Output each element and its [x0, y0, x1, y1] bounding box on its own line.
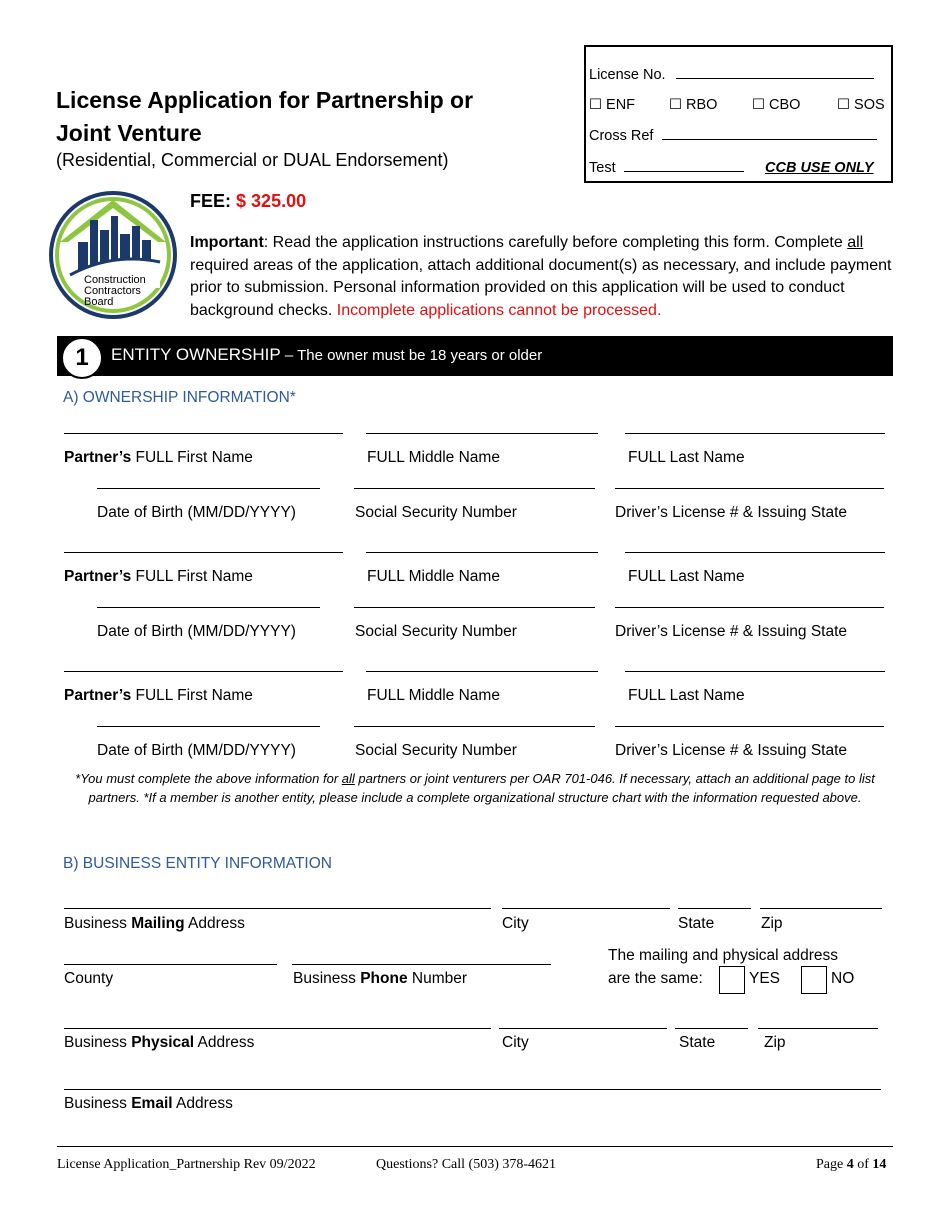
physical-city-field[interactable]	[499, 1028, 667, 1029]
footer-page-number: Page 4 of 14	[816, 1157, 887, 1172]
logo-text-line3: Board	[84, 296, 114, 308]
partner-dl-label: Driver’s License # & Issuing State	[615, 504, 848, 521]
partner-ssn-label: Social Security Number	[355, 742, 517, 759]
partner-middle-name-field[interactable]	[366, 552, 598, 553]
license-no-line	[676, 78, 874, 79]
partner-first-name-label: Partner’s FULL First Name	[64, 568, 253, 585]
partner-dob-label: Date of Birth (MM/DD/YYYY)	[97, 623, 296, 640]
incomplete-warning: Incomplete applications cannot be processed.	[336, 301, 662, 319]
ccb-logo	[48, 190, 178, 320]
ownership-note	[60, 769, 890, 807]
mailing-address-label: Business Mailing Address	[64, 915, 245, 932]
partner-middle-name-label: FULL Middle Name	[367, 687, 500, 704]
test-label: Test	[589, 160, 616, 176]
enf-checkbox[interactable]: ☐ ENF	[589, 97, 636, 113]
partner-ssn-field[interactable]	[354, 726, 595, 727]
license-no-label: License No.	[589, 67, 666, 83]
partner-first-name-field[interactable]	[64, 671, 343, 672]
mailing-city-field[interactable]	[502, 908, 670, 909]
note-all: all	[341, 771, 355, 786]
cross-ref-label: Cross Ref	[589, 128, 654, 144]
partner-middle-name-label: FULL Middle Name	[367, 568, 500, 585]
same-address-yes-checkbox[interactable]	[719, 966, 745, 994]
partner-last-name-label: FULL Last Name	[628, 687, 745, 704]
physical-city-label: City	[502, 1034, 529, 1051]
partner-ssn-field[interactable]	[354, 488, 595, 489]
ccb-use-only-box	[584, 45, 893, 183]
partner-first-name-label: Partner’s FULL First Name	[64, 687, 253, 704]
important-all: all	[847, 234, 864, 251]
partner-last-name-field[interactable]	[625, 433, 885, 434]
section-subtitle: – The owner must be 18 years or older	[280, 347, 543, 364]
same-address-yes-label: YES	[749, 970, 781, 987]
section-1-header	[57, 336, 893, 376]
physical-zip-label: Zip	[764, 1034, 786, 1051]
partner-last-name-field[interactable]	[625, 552, 885, 553]
partner-ssn-label: Social Security Number	[355, 504, 517, 521]
partner-first-name-field[interactable]	[64, 552, 343, 553]
form-title: License Application for Partnership or Joint Venture	[56, 87, 474, 146]
important-text-1: : Read the application instructions carefully before completing this form. Complete	[263, 234, 848, 251]
note-text-1: *You must complete the above information for	[75, 771, 342, 786]
important-notice	[190, 232, 895, 322]
partner-last-name-label: FULL Last Name	[628, 568, 745, 585]
test-row	[589, 160, 886, 176]
partner-ssn-field[interactable]	[354, 607, 595, 608]
important-text-2: required areas of the application, attach additional document(s) as necessary, and include payment prior to submission. Personal information provided on this application will be used to conduct background checks.	[190, 256, 892, 319]
same-address-question: The mailing and physical address	[608, 947, 839, 964]
sos-checkbox[interactable]: ☐ SOS	[837, 97, 885, 113]
business-email-label: Business Email Address	[64, 1095, 233, 1112]
partner-dl-field[interactable]	[615, 726, 884, 727]
entity-ownership-title: ENTITY OWNERSHIP	[111, 345, 281, 364]
fee-amount: $ 325.00	[236, 191, 307, 211]
partner-first-name-label: Partner’s FULL First Name	[64, 449, 253, 466]
note-text-2: partners or joint venturers per OAR 701-046. If necessary, attach an additional page to list partners. *If a member is another entity, please include a complete organizational structure chart with the information requested above.	[88, 771, 875, 805]
partner-dl-field[interactable]	[615, 607, 884, 608]
mailing-state-label: State	[678, 915, 715, 932]
test-line	[624, 171, 744, 172]
license-no-row	[589, 67, 886, 83]
physical-address-label: Business Physical Address	[64, 1034, 255, 1051]
partner-last-name-field[interactable]	[625, 671, 885, 672]
partner-dob-label: Date of Birth (MM/DD/YYYY)	[97, 742, 296, 759]
county-field[interactable]	[64, 964, 277, 965]
fee	[190, 191, 306, 212]
form-subtitle: (Residential, Commercial or DUAL Endorsement)	[56, 150, 449, 170]
section-number: 1	[61, 337, 103, 379]
logo-text-line1: Construction	[84, 274, 146, 286]
business-phone-field[interactable]	[292, 964, 551, 965]
rbo-checkbox[interactable]: ☐ RBO	[669, 97, 718, 113]
fee-label: FEE:	[190, 191, 232, 211]
section-title	[111, 345, 542, 365]
physical-address-field[interactable]	[64, 1028, 491, 1029]
business-phone-label: Business Phone Number	[293, 970, 468, 987]
partner-middle-name-field[interactable]	[366, 433, 598, 434]
partner-first-name-field[interactable]	[64, 433, 343, 434]
physical-state-field[interactable]	[675, 1028, 748, 1029]
partner-dob-field[interactable]	[97, 726, 320, 727]
partner-ssn-label: Social Security Number	[355, 623, 517, 640]
partner-dl-label: Driver’s License # & Issuing State	[615, 742, 848, 759]
same-address-no-label: NO	[831, 970, 855, 987]
same-address-question-2: are the same:	[608, 970, 703, 987]
mailing-address-field[interactable]	[64, 908, 491, 909]
business-email-field[interactable]	[64, 1089, 881, 1090]
business-info-heading: B) BUSINESS ENTITY INFORMATION	[63, 855, 332, 872]
partner-dob-label: Date of Birth (MM/DD/YYYY)	[97, 504, 296, 521]
logo-text-line2: Contractors	[84, 285, 141, 297]
ownership-info-heading: A) OWNERSHIP INFORMATION*	[63, 389, 296, 406]
partner-dl-label: Driver’s License # & Issuing State	[615, 623, 848, 640]
mailing-city-label: City	[502, 915, 529, 932]
partner-dob-field[interactable]	[97, 488, 320, 489]
cross-ref-line	[662, 139, 877, 140]
ccb-logo-icon	[48, 190, 178, 320]
mailing-state-field[interactable]	[678, 908, 751, 909]
important-lead: Important	[190, 234, 264, 251]
footer-phone: Questions? Call (503) 378-4621	[376, 1157, 557, 1172]
partner-dl-field[interactable]	[615, 488, 884, 489]
physical-zip-field[interactable]	[758, 1028, 878, 1029]
mailing-zip-label: Zip	[761, 915, 783, 932]
partner-middle-name-label: FULL Middle Name	[367, 449, 500, 466]
partner-last-name-label: FULL Last Name	[628, 449, 745, 466]
same-address-no-checkbox[interactable]	[801, 966, 827, 994]
footer-divider	[57, 1146, 893, 1147]
partner-dob-field[interactable]	[97, 607, 320, 608]
county-label: County	[64, 970, 114, 987]
cbo-checkbox[interactable]: ☐ CBO	[752, 97, 801, 113]
mailing-zip-field[interactable]	[760, 908, 882, 909]
cross-ref-row	[589, 128, 886, 144]
ccb-use-only-label: CCB USE ONLY	[765, 160, 874, 176]
physical-state-label: State	[679, 1034, 716, 1051]
footer-form-id: License Application_Partnership Rev 09/2022	[57, 1157, 316, 1172]
partner-middle-name-field[interactable]	[366, 671, 598, 672]
